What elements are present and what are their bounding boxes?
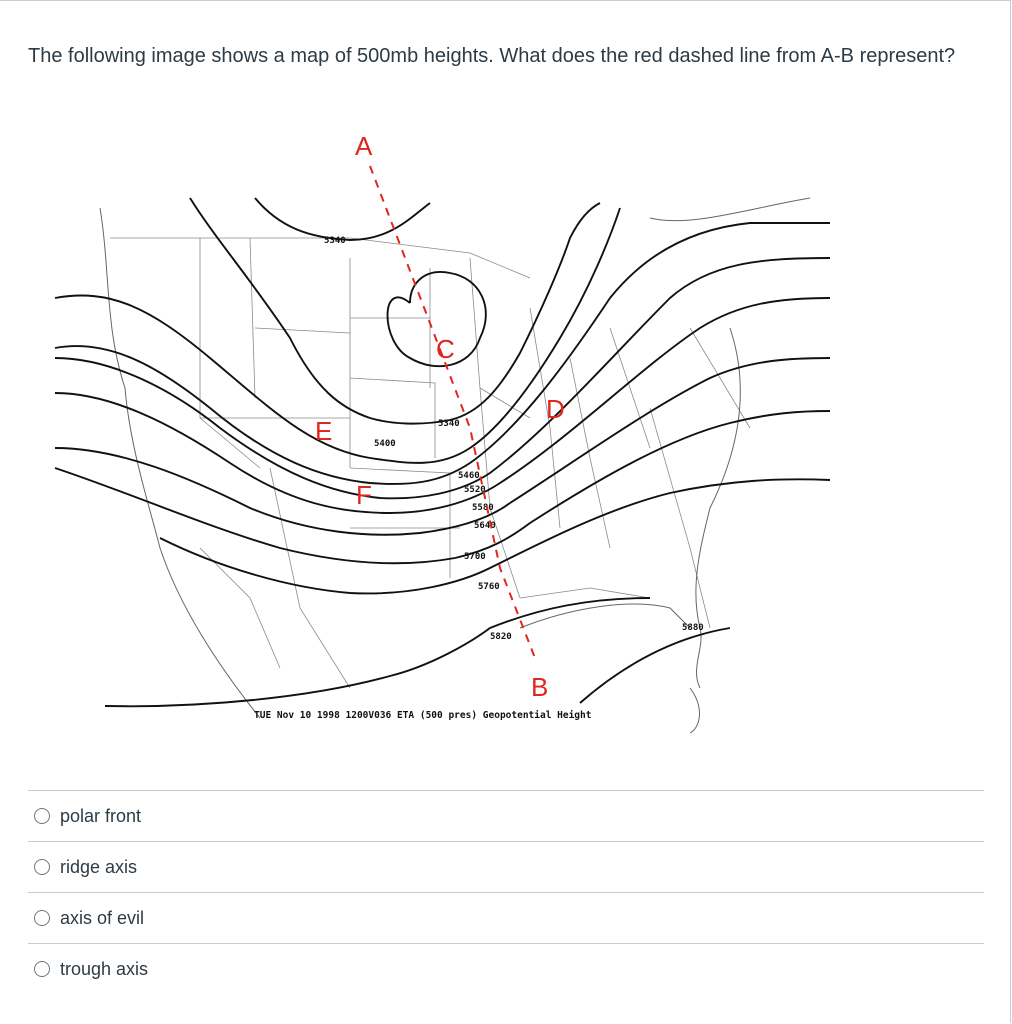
map-caption: TUE Nov 10 1998 1200V036 ETA (500 pres) Geopotential Height <box>254 710 592 721</box>
radio-button[interactable] <box>34 859 50 875</box>
answer-list <box>28 790 984 994</box>
contour-label: 5580 <box>472 503 494 513</box>
contour-label: 5820 <box>490 632 512 642</box>
answer-option[interactable] <box>28 790 984 841</box>
contour-label: 5400 <box>374 439 396 449</box>
answer-option[interactable] <box>28 892 984 943</box>
contour-label: 5760 <box>478 582 500 592</box>
point-a-label: A <box>355 131 373 161</box>
point-b-label: B <box>531 672 549 702</box>
red-dashed-line <box>370 166 535 658</box>
contour-label: 5460 <box>458 471 480 481</box>
point-d-label: D <box>546 394 565 424</box>
point-e-label: E <box>315 416 333 446</box>
answer-label: ridge axis <box>60 856 138 877</box>
map-svg <box>50 128 830 733</box>
contour-label: 5640 <box>474 521 496 531</box>
contour-label: 5340 <box>324 236 346 246</box>
contour-label: 5520 <box>464 485 486 495</box>
point-c-label: C <box>436 334 455 364</box>
point-f-label: F <box>356 480 372 510</box>
answer-label: polar front <box>60 805 142 826</box>
height-map <box>50 128 830 733</box>
answer-label: trough axis <box>60 958 149 979</box>
contour-label: 5880 <box>682 623 704 633</box>
answer-label: axis of evil <box>60 907 145 928</box>
question-text: The following image shows a map of 500mb heights. What does the red dashed line from A-B represent? <box>28 45 956 67</box>
radio-button[interactable] <box>34 961 50 977</box>
contour-label: 5700 <box>464 552 486 562</box>
radio-button[interactable] <box>34 910 50 926</box>
contour-label: 5340 <box>438 419 460 429</box>
radio-button[interactable] <box>34 808 50 824</box>
state-borders <box>100 198 810 733</box>
height-contours <box>55 198 830 706</box>
answer-option[interactable] <box>28 943 984 994</box>
answer-option[interactable] <box>28 841 984 892</box>
